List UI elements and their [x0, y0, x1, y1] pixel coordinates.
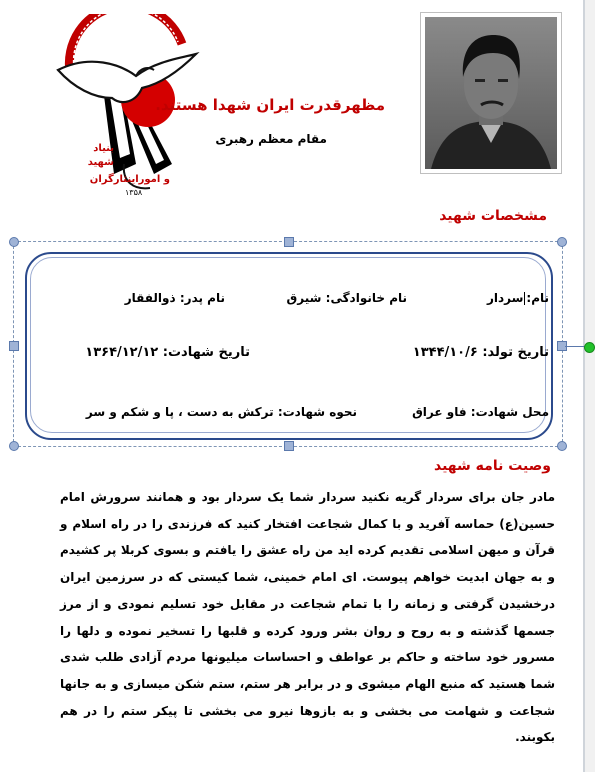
martyr-portrait-photo — [420, 12, 562, 174]
manner-value[interactable]: ترکش به دست ، پا و شکم و سر — [85, 405, 274, 419]
martyrdom-date-value[interactable]: ۱۳۶۴/۱۲/۱۲ — [85, 345, 159, 360]
resize-handle-top[interactable] — [284, 237, 294, 247]
will-text[interactable]: مادر جان برای سردار گریه نکنید سردار شما یک سردار بود و همانند سرورش امام حسین(ع) حماسه آفرید و با کمال شجاعت افتخار کنید که فرزندی را در راه اسلام و قرآن و میهن اسلامی تقدیم کرده اید من راه عشق را یافتم و بسوی کربلا پر کشیدم و به جهان ابدیت خواهم پیوست. ای امام خمینی، شما کیستی که در سرزمین ایران درخشیدن گرفتی و زمانه را با تمام شجاعت در مقابل خود تسلیم نمودی و از مرز جسمها گذشته و به روح و روان بشر ورود کرده و قلبها را تسخیر نموده و دلها را مسرور خود ساخته و حاکم بر عواطف و احساسات میلیونها مردم آزادی طلب شدی شما هستید که منبع الهام میشوی و در برابر هر ستم، ستم شکن میسازی و به جانها شجاعت و شهامت می بخشی و به بازوها نیرو می بخشی تا پیکر ستم را در هم بکوبند. — [60, 490, 555, 745]
family-label: نام خانوادگی: — [325, 291, 407, 305]
family-field — [287, 291, 407, 305]
birth-value[interactable]: ۱۳۴۴/۱۰/۶ — [412, 345, 478, 360]
details-heading: مشخصات شهید — [439, 208, 547, 224]
logo-org-line-2: شهید — [87, 157, 114, 168]
resize-handle-left[interactable] — [9, 341, 19, 351]
scrollbar[interactable] — [585, 0, 595, 772]
resize-handle-bottom-left[interactable] — [9, 441, 19, 451]
birth-field — [413, 345, 549, 360]
logo-org-line-1: بنیاد — [93, 143, 114, 154]
father-value[interactable]: ذوالفقار — [124, 291, 176, 305]
resize-handle-top-right[interactable] — [557, 237, 567, 247]
manner-field — [86, 405, 357, 419]
family-value[interactable]: شیرق — [286, 291, 322, 305]
place-value[interactable]: فاو عراق — [412, 405, 467, 419]
rotation-handle-line — [565, 346, 585, 347]
logo-year: ۱۳۵۸ — [125, 188, 143, 197]
header-slogan-source: مقام معظم رهبری — [215, 132, 327, 146]
name-field — [487, 291, 549, 305]
name-label: نام: — [526, 291, 549, 305]
resize-handle-top-left[interactable] — [9, 237, 19, 247]
father-field — [125, 291, 225, 305]
manner-label: نحوه شهادت: — [277, 405, 357, 419]
resize-handle-bottom-right[interactable] — [557, 441, 567, 451]
will-heading: وصیت نامه شهید — [434, 458, 551, 474]
name-value[interactable]: سردار — [486, 291, 524, 305]
logo-org-line-3: و اموراینثارگران — [89, 174, 170, 185]
rotation-handle[interactable] — [584, 342, 595, 353]
birth-label: تاریخ تولد: — [482, 345, 549, 360]
father-label: نام پدر: — [179, 291, 225, 305]
place-field — [412, 405, 549, 419]
resize-handle-bottom[interactable] — [284, 441, 294, 451]
place-label: محل شهادت: — [470, 405, 549, 419]
martyrdom-date-field — [85, 345, 250, 360]
header-slogan: مظهرقدرت ایران شهدا هستند. — [155, 96, 385, 114]
martyrdom-date-label: تاریخ شهادت: — [162, 345, 250, 360]
